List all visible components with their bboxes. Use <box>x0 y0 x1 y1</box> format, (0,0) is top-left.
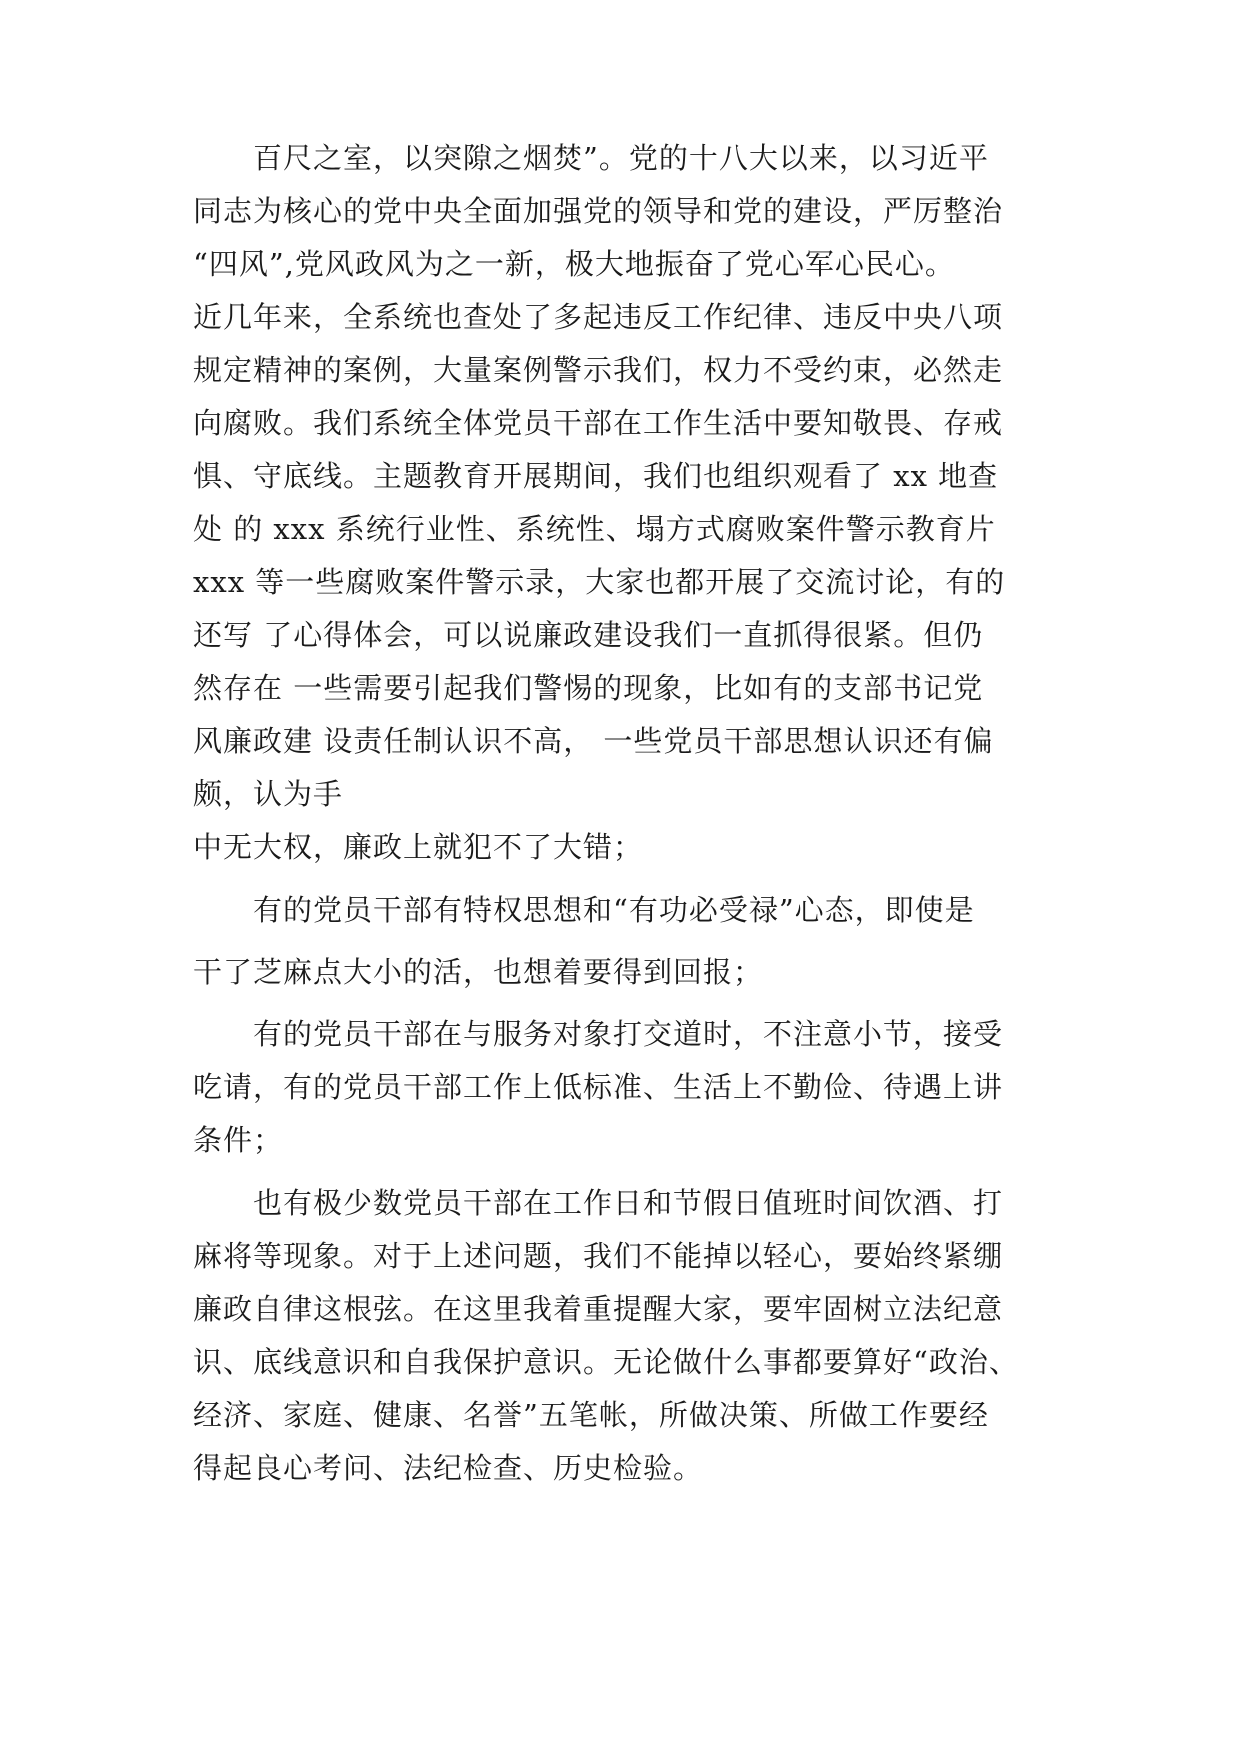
text-line: “四风”,党风政风为之一新，极大地振奋了党心军心民心。 <box>193 247 955 281</box>
text-line: 百尺之室，以突隙之烟焚”。党的十八大以来，以习近平 <box>253 141 989 175</box>
text-line: 中无大权，廉政上就犯不了大错； <box>193 830 644 864</box>
text-line: 还写 了心得体会，可以说廉政建设我们一直抓得很紧。但仍 <box>193 618 984 652</box>
text-line: 近几年来，全系统也查处了多起违反工作纪律、违反中央八项 <box>193 300 1004 334</box>
text-line: 经济、家庭、健康、名誉”五笔帐，所做决策、所做工作要经 <box>193 1398 989 1432</box>
text-line: 有的党员干部在与服务对象打交道时，不注意小节，接受 <box>253 1017 1004 1051</box>
text-line: 得起良心考问、法纪检查、历史检验。 <box>193 1451 704 1485</box>
text-line: 识、底线意识和自我保护意识。无论做什么事都要算好“政治、 <box>193 1345 1019 1379</box>
text-line: 风廉政建 设责任制认识不高， 一些党员干部思想认识还有偏 <box>193 724 994 758</box>
text-line: 吃请，有的党员干部工作上低标准、生活上不勤俭、待遇上讲 <box>193 1070 1004 1104</box>
text-line: 麻将等现象。对于上述问题，我们不能掉以轻心，要始终紧绷 <box>193 1239 1004 1273</box>
text-line: 规定精神的案例，大量案例警示我们，权力不受约束，必然走 <box>193 353 1004 387</box>
text-line: 惧、守底线。主题教育开展期间，我们也组织观看了 xx 地查 <box>193 459 999 493</box>
text-line: 干了芝麻点大小的活，也想着要得到回报； <box>193 955 764 989</box>
text-line: 颇，认为手 <box>193 777 344 811</box>
text-line: 处 的 xxx 系统行业性、系统性、塌方式腐败案件警示教育片 <box>193 512 996 546</box>
text-line: 条件； <box>193 1123 284 1157</box>
text-line: 廉政自律这根弦。在这里我着重提醒大家，要牢固树立法纪意 <box>193 1292 1004 1326</box>
text-line: 有的党员干部有特权思想和“有功必受禄”心态，即使是 <box>253 893 975 927</box>
text-line: xxx 等一些腐败案件警示录，大家也都开展了交流讨论，有的 <box>193 565 1006 599</box>
text-line: 同志为核心的党中央全面加强党的领导和党的建设，严厉整治 <box>193 194 1004 228</box>
text-line: 然存在 一些需要引起我们警惕的现象，比如有的支部书记党 <box>193 671 984 705</box>
text-line: 也有极少数党员干部在工作日和节假日值班时间饮酒、打 <box>253 1186 1004 1220</box>
text-line: 向腐败。我们系统全体党员干部在工作生活中要知敬畏、存戒 <box>193 406 1004 440</box>
